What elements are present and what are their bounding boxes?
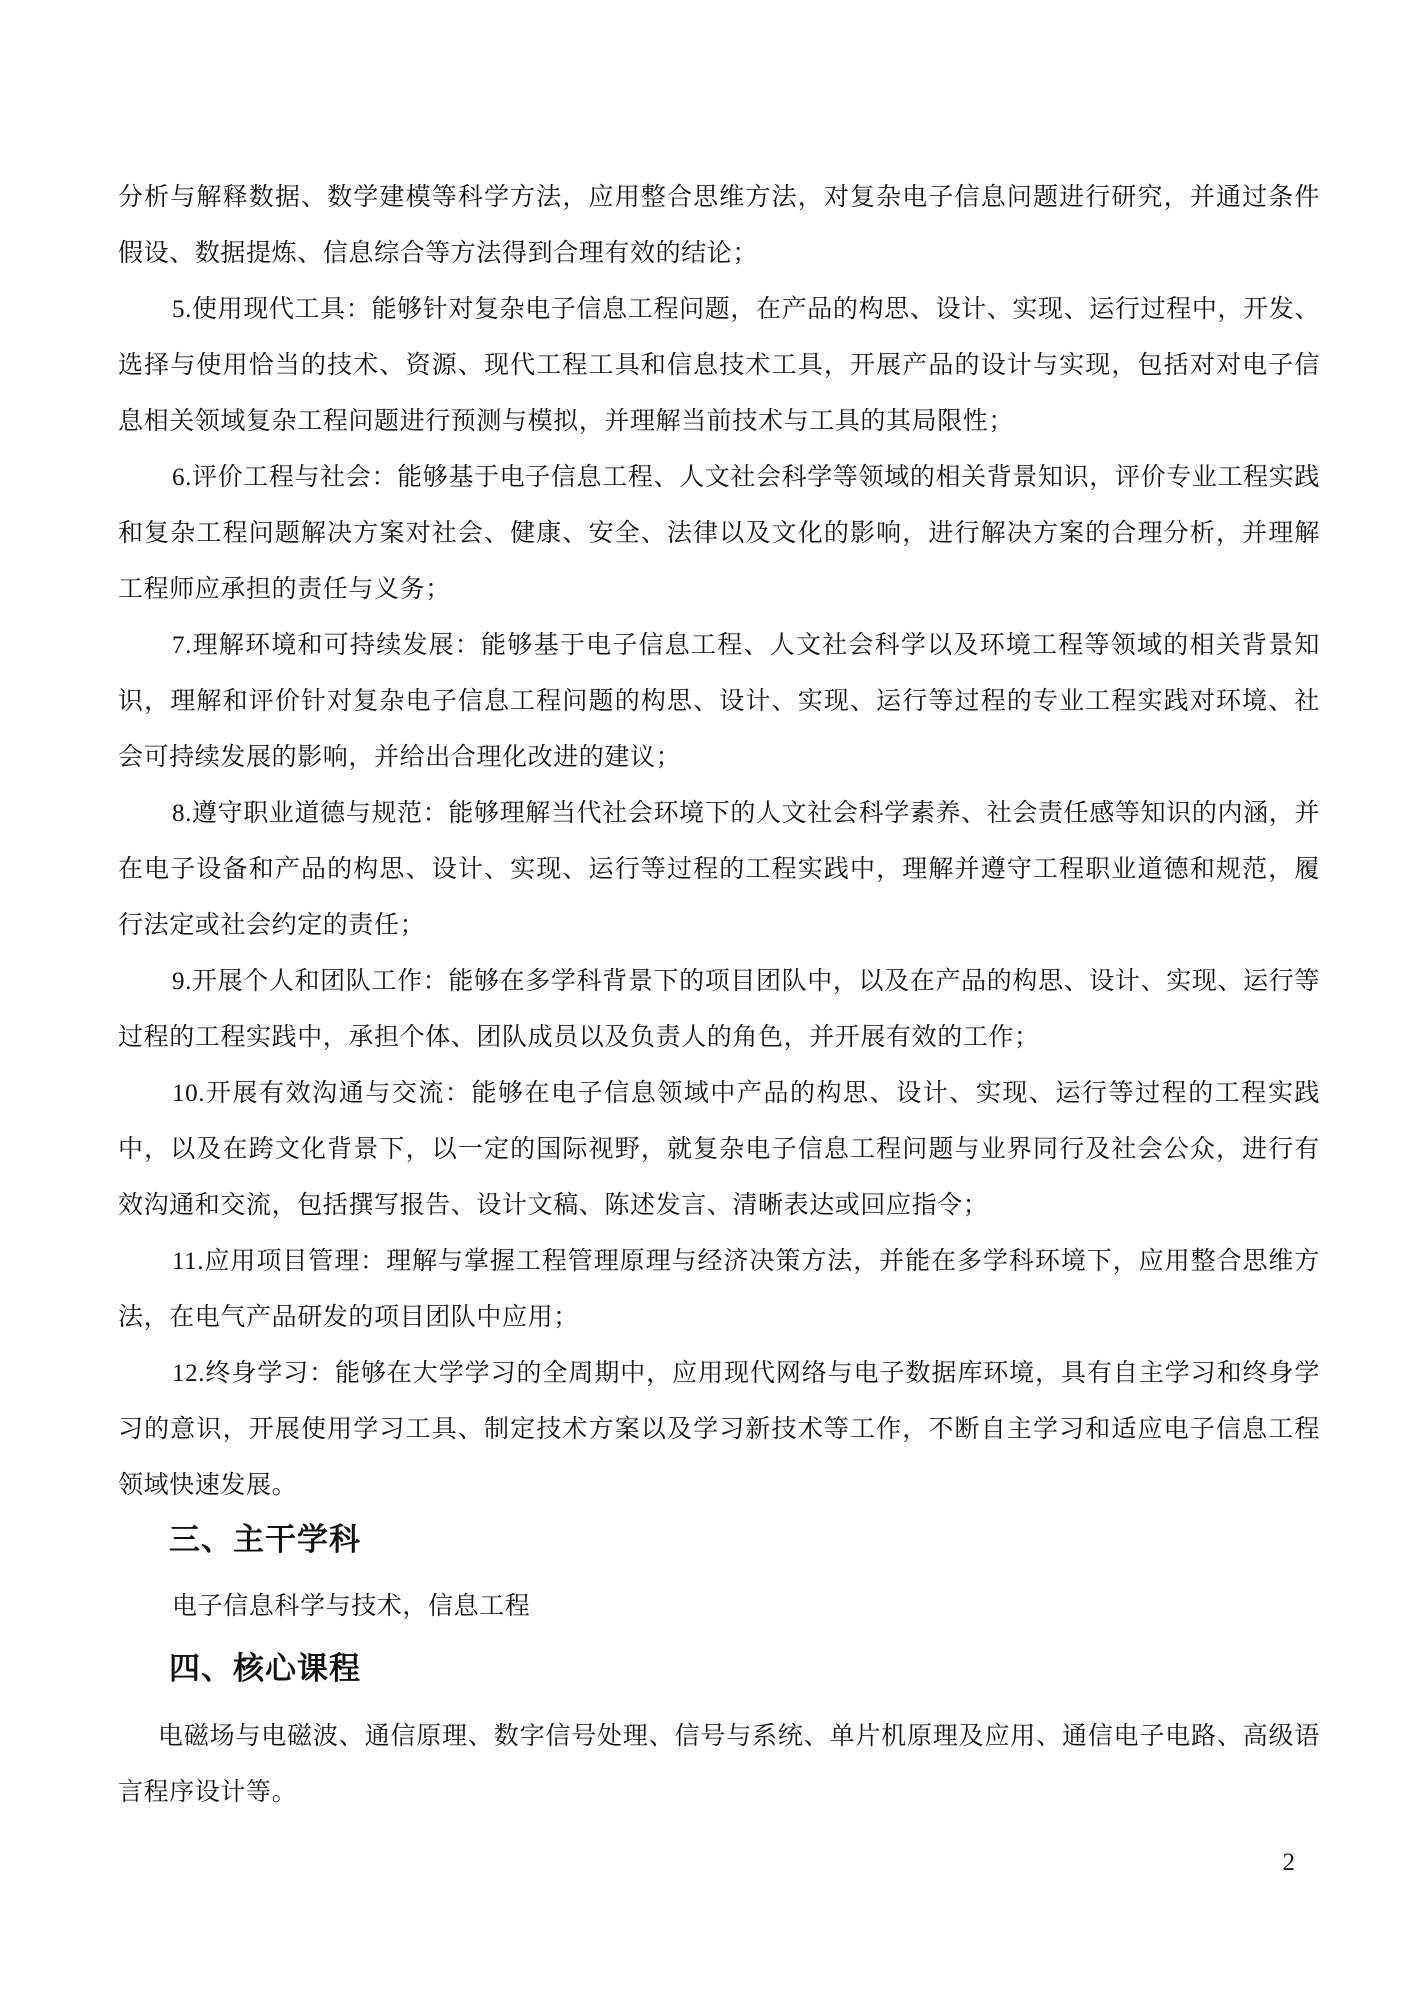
page-number: 2 xyxy=(1282,1849,1295,1876)
core-courses-text: 电磁场与电磁波、通信原理、数字信号处理、信号与系统、单片机原理及应用、通信电子电路、高级语言程序设计等。 xyxy=(118,1723,1320,1806)
paragraph-item-11: 11.应用项目管理：理解与掌握工程管理原理与经济决策方法，并能在多学科环境下，应用整合思维方法，在电气产品研发的项目团队中应用； xyxy=(118,1248,1320,1331)
paragraph-item-9: 9.开展个人和团队工作：能够在多学科背景下的项目团队中，以及在产品的构思、设计、实现、运行等过程的工程实践中，承担个体、团队成员以及负责人的角色，并开展有效的工作； xyxy=(118,968,1320,1051)
section-heading-core-courses: 四、核心课程 xyxy=(169,1651,361,1686)
paragraph-item-12: 12.终身学习：能够在大学学习的全周期中，应用现代网络与电子数据库环境，具有自主学习和终身学习的意识，开展使用学习工具、制定技术方案以及学习新技术等工作，不断自主学习和适应电子信息工程领域快速发展。 xyxy=(118,1360,1320,1499)
document-body xyxy=(118,170,1320,1821)
paragraph-continued: 分析与解释数据、数学建模等科学方法，应用整合思维方法，对复杂电子信息问题进行研究，并通过条件假设、数据提炼、信息综合等方法得到合理有效的结论； xyxy=(118,184,1320,267)
major-disciplines-text: 电子信息科学与技术，信息工程 xyxy=(172,1593,531,1620)
paragraph-item-5: 5.使用现代工具：能够针对复杂电子信息工程问题，在产品的构思、设计、实现、运行过程中，开发、选择与使用恰当的技术、资源、现代工程工具和信息技术工具，开展产品的设计与实现，包括对对电子信息相关领域复杂工程问题进行预测与模拟，并理解当前技术与工具的其局限性； xyxy=(118,296,1320,435)
paragraph-item-10: 10.开展有效沟通与交流：能够在电子信息领域中产品的构思、设计、实现、运行等过程的工程实践中，以及在跨文化背景下，以一定的国际视野，就复杂电子信息工程问题与业界同行及社会公众，进行有效沟通和交流，包括撰写报告、设计文稿、陈述发言、清晰表达或回应指令； xyxy=(118,1080,1320,1219)
paragraph-item-8: 8.遵守职业道德与规范：能够理解当代社会环境下的人文社会科学素养、社会责任感等知识的内涵，并在电子设备和产品的构思、设计、实现、运行等过程的工程实践中，理解并遵守工程职业道德和规范，履行法定或社会约定的责任； xyxy=(118,800,1320,939)
paragraph-item-7: 7.理解环境和可持续发展：能够基于电子信息工程、人文社会科学以及环境工程等领域的相关背景知识，理解和评价针对复杂电子信息工程问题的构思、设计、实现、运行等过程的专业工程实践对环境、社会可持续发展的影响，并给出合理化改进的建议； xyxy=(118,632,1320,771)
section-heading-major-disciplines: 三、主干学科 xyxy=(169,1522,361,1557)
paragraph-item-6: 6.评价工程与社会：能够基于电子信息工程、人文社会科学等领域的相关背景知识，评价专业工程实践和复杂工程问题解决方案对社会、健康、安全、法律以及文化的影响，进行解决方案的合理分析，并理解工程师应承担的责任与义务； xyxy=(118,464,1320,603)
